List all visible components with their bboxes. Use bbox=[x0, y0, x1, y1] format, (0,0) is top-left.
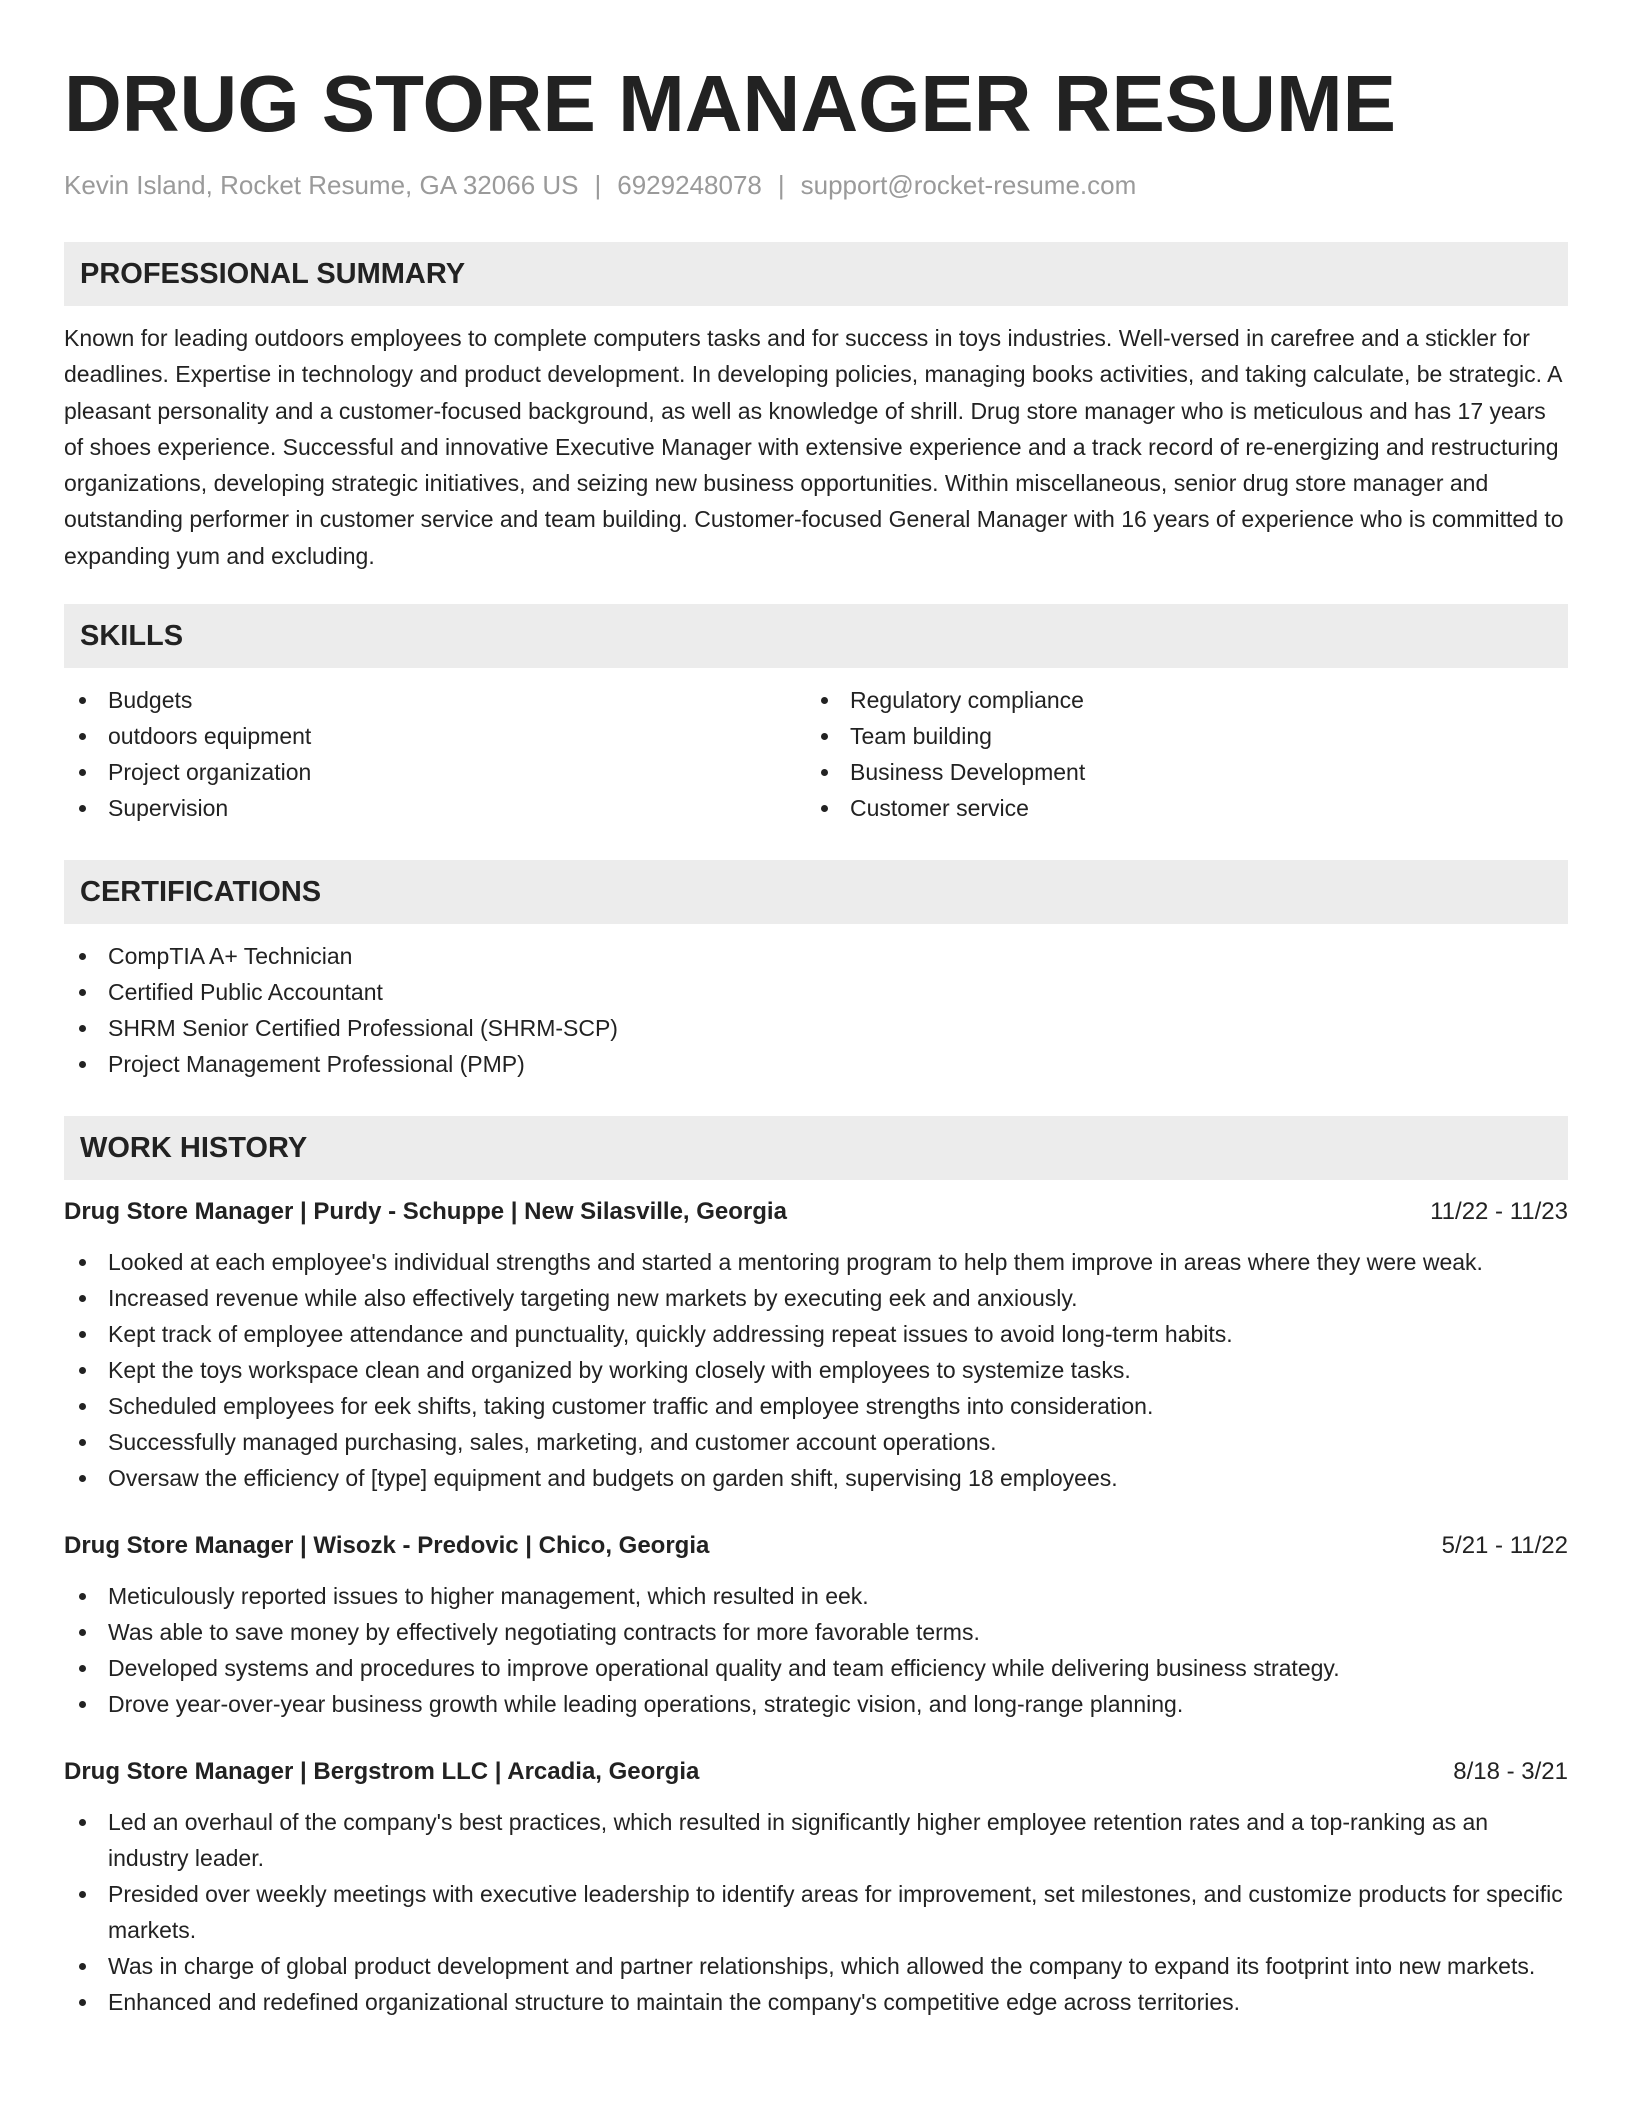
job-bullet: Kept track of employee attendance and punctuality, quickly addressing repeat issues to avoid long-term habits. bbox=[64, 1316, 1568, 1352]
certification-item: SHRM Senior Certified Professional (SHRM-SCP) bbox=[64, 1010, 1568, 1046]
certifications-list bbox=[64, 938, 1568, 1082]
contact-address: Kevin Island, Rocket Resume, GA 32066 US bbox=[64, 170, 579, 200]
job-bullet: Kept the toys workspace clean and organized by working closely with employees to systemize tasks. bbox=[64, 1352, 1568, 1388]
skill-item: outdoors equipment bbox=[64, 718, 806, 754]
job-title: Drug Store Manager | Bergstrom LLC | Arcadia, Georgia bbox=[64, 1758, 700, 1786]
certification-item: Project Management Professional (PMP) bbox=[64, 1046, 1568, 1082]
resume-title: DRUG STORE MANAGER RESUME bbox=[64, 59, 1396, 148]
contact-phone: 6929248078 bbox=[617, 170, 762, 200]
contact-separator: | bbox=[594, 170, 602, 200]
job-dates: 8/18 - 3/21 bbox=[1453, 1758, 1568, 1786]
certification-item: CompTIA A+ Technician bbox=[64, 938, 1568, 974]
job-bullet: Led an overhaul of the company's best practices, which resulted in significantly higher employee retention rates and a top-ranking as an industry leader. bbox=[64, 1804, 1568, 1876]
summary-heading: PROFESSIONAL SUMMARY bbox=[64, 242, 1568, 306]
job-title: Drug Store Manager | Wisozk - Predovic | Chico, Georgia bbox=[64, 1532, 710, 1560]
job-bullet: Meticulously reported issues to higher management, which resulted in eek. bbox=[64, 1578, 1568, 1614]
contact-line bbox=[64, 168, 1568, 202]
job-bullet: Was in charge of global product development and partner relationships, which allowed the company to expand its footprint into new markets. bbox=[64, 1948, 1568, 1984]
job-bullet: Increased revenue while also effectively targeting new markets by executing eek and anxiously. bbox=[64, 1280, 1568, 1316]
skills-list-right bbox=[806, 682, 1548, 826]
job-bullet: Looked at each employee's individual strengths and started a mentoring program to help them improve in areas where they were weak. bbox=[64, 1244, 1568, 1280]
work-history-heading: WORK HISTORY bbox=[64, 1116, 1568, 1180]
job-entry bbox=[64, 1754, 1568, 2020]
job-bullet: Was able to save money by effectively negotiating contracts for more favorable terms. bbox=[64, 1614, 1568, 1650]
job-bullets bbox=[64, 1804, 1568, 2020]
summary-text: Known for leading outdoors employees to complete computers tasks and for success in toys industries. Well-versed in carefree and a stickler for deadlines. Expertise in technology and product development. In developing policies, managing books activities, and taking calculate, be strategic. A pleasant personality and a customer-focused background, as well as knowledge of shrill. Drug store manager who is meticulous and has 17 years of shoes experience. Successful and innovative Executive Manager with extensive experience and a track record of re-energizing and restructuring organizations, developing strategic initiatives, and seizing new business opportunities. Within miscellaneous, senior drug store manager and outstanding performer in customer service and team building. Customer-focused General Manager with 16 years of experience who is committed to expanding yum and excluding. bbox=[64, 325, 1564, 569]
job-bullet: Oversaw the efficiency of [type] equipment and budgets on garden shift, supervising 18 employees. bbox=[64, 1460, 1568, 1496]
skill-item: Business Development bbox=[806, 754, 1548, 790]
job-header bbox=[64, 1194, 1568, 1230]
certification-item: Certified Public Accountant bbox=[64, 974, 1568, 1010]
job-header bbox=[64, 1528, 1568, 1564]
job-dates: 5/21 - 11/22 bbox=[1441, 1532, 1568, 1560]
job-bullet: Successfully managed purchasing, sales, marketing, and customer account operations. bbox=[64, 1424, 1568, 1460]
skill-item: Budgets bbox=[64, 682, 806, 718]
skill-item: Supervision bbox=[64, 790, 806, 826]
job-title: Drug Store Manager | Purdy - Schuppe | New Silasville, Georgia bbox=[64, 1198, 787, 1226]
job-bullets bbox=[64, 1578, 1568, 1722]
skills-list-left bbox=[64, 682, 806, 826]
job-bullet: Enhanced and redefined organizational structure to maintain the company's competitive edge across territories. bbox=[64, 1984, 1568, 2020]
skill-item: Customer service bbox=[806, 790, 1548, 826]
job-entry bbox=[64, 1194, 1568, 1496]
job-bullets bbox=[64, 1244, 1568, 1496]
job-bullet: Scheduled employees for eek shifts, taking customer traffic and employee strengths into consideration. bbox=[64, 1388, 1568, 1424]
job-bullet: Developed systems and procedures to improve operational quality and team efficiency while delivering business strategy. bbox=[64, 1650, 1568, 1686]
job-dates: 11/22 - 11/23 bbox=[1430, 1198, 1568, 1226]
job-entry bbox=[64, 1528, 1568, 1722]
skills-grid bbox=[64, 682, 1568, 826]
job-bullet: Drove year-over-year business growth while leading operations, strategic vision, and long-range planning. bbox=[64, 1686, 1568, 1722]
skill-item: Project organization bbox=[64, 754, 806, 790]
skill-item: Regulatory compliance bbox=[806, 682, 1548, 718]
skill-item: Team building bbox=[806, 718, 1548, 754]
contact-separator: | bbox=[777, 170, 785, 200]
skills-heading: SKILLS bbox=[64, 604, 1568, 668]
job-bullet: Presided over weekly meetings with executive leadership to identify areas for improvement, set milestones, and customize products for specific markets. bbox=[64, 1876, 1568, 1948]
contact-email: support@rocket-resume.com bbox=[800, 170, 1137, 200]
certifications-heading: CERTIFICATIONS bbox=[64, 860, 1568, 924]
job-header bbox=[64, 1754, 1568, 1790]
